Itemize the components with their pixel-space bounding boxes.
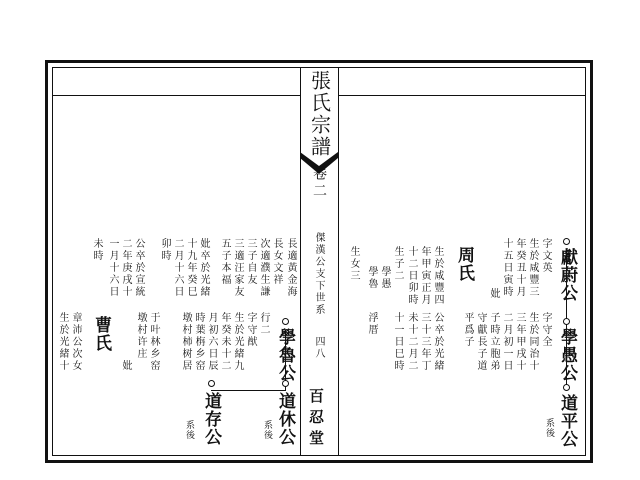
ancestor-name: 獻蔚公 xyxy=(557,248,577,302)
lineage-node xyxy=(563,318,570,325)
spine-right-border xyxy=(338,67,339,456)
text-column: 生於同治十 xyxy=(527,312,538,372)
text-column: 章沛公次女 xyxy=(70,312,81,372)
text-column: 年甲寅正月 xyxy=(419,246,430,306)
lineage-branch-left xyxy=(211,390,286,391)
ancestor-name: 道存公 xyxy=(201,392,221,446)
text-column: 十五日寅時 xyxy=(501,238,512,298)
volume-text: 卷二 xyxy=(311,166,327,200)
lineage-node xyxy=(282,318,289,325)
text-column: 十二日卯時 xyxy=(406,246,417,306)
text-column: 二月初一日 xyxy=(501,312,512,372)
lineage-node xyxy=(563,238,570,245)
text-column: 三十三年丁 xyxy=(419,312,430,372)
text-column: 字文英 xyxy=(540,238,551,274)
text-column: 學魯 xyxy=(366,266,377,290)
lineage-node xyxy=(563,384,570,391)
text-column: 生於咸豐三 xyxy=(527,238,538,298)
text-column: 生於咸豐四 xyxy=(432,246,443,306)
ancestor-name: 學魯公 xyxy=(275,328,295,382)
text-column: 五子本福 xyxy=(219,238,230,286)
ancestor-name: 道休公 xyxy=(275,392,295,446)
adoption-note: 系後 xyxy=(184,420,194,440)
spine-title-text: 張氏宗譜 xyxy=(307,70,332,158)
text-column: 行二 xyxy=(258,312,269,336)
text-column: 未十二月二 xyxy=(406,312,417,372)
spine-title xyxy=(303,70,335,165)
text-column: 生於光緒九 xyxy=(232,312,243,372)
text-column: 年癸丑十月 xyxy=(514,238,525,298)
top-rule-right xyxy=(338,95,586,96)
text-column: 浮厝 xyxy=(366,312,377,336)
text-column: 平爲子 xyxy=(462,312,473,348)
text-column: 公卒於宣統 xyxy=(133,238,144,298)
text-column: 三子自友 xyxy=(245,238,256,286)
top-rule-left xyxy=(52,95,300,96)
lineage-node xyxy=(208,380,215,387)
wife-surname: 周氏 xyxy=(454,246,474,282)
spine-page-number: 四八 xyxy=(313,336,324,360)
text-column: 生女三 xyxy=(348,246,359,282)
text-column: 二月十六日 xyxy=(172,238,183,298)
ancestor-name: 學愚公 xyxy=(557,328,577,382)
text-column: 時葉栴乡窑 xyxy=(193,312,204,372)
text-column: 三年甲戌十 xyxy=(514,312,525,372)
text-column: 長女文祥 xyxy=(271,238,282,286)
text-column: 長適黃金海 xyxy=(285,238,296,298)
volume-label xyxy=(305,166,333,205)
spine-left-border xyxy=(300,67,301,456)
text-column: 字守全 xyxy=(540,312,551,348)
text-column: 二年庚戌十 xyxy=(120,238,131,298)
spine-subtitle: 傑漢公支下世系 xyxy=(313,232,324,316)
adoption-note: 系後 xyxy=(262,420,272,440)
text-column: 次適濮生謙 xyxy=(258,238,269,298)
hall-name: 百忍堂 xyxy=(307,388,325,451)
text-column: 子時立胞弟 xyxy=(488,312,499,372)
text-column: 公卒於光緒 xyxy=(432,312,443,372)
text-column: 生子二 xyxy=(392,246,403,282)
text-column: 生於光緒十 xyxy=(57,312,68,372)
text-column: 月初六日辰 xyxy=(206,312,217,372)
text-column: 年癸未十二 xyxy=(219,312,230,372)
adoption-note: 系後 xyxy=(544,418,554,438)
text-column: 守獻長子道 xyxy=(475,312,486,372)
text-column: 妣 xyxy=(488,288,499,300)
ancestor-name: 道平公 xyxy=(557,394,577,448)
text-column: 字守猷 xyxy=(245,312,256,348)
text-column: 學愚 xyxy=(379,266,390,290)
text-column: 妣卒於光緒 xyxy=(198,238,209,298)
text-column: 一月十六日 xyxy=(107,238,118,298)
wife-surname: 曹氏 xyxy=(91,316,111,352)
text-column: 卯時 xyxy=(159,238,170,262)
text-column: 十九年癸巳 xyxy=(185,238,196,298)
text-column: 墩村许庄 xyxy=(135,312,146,360)
text-column: 妣 xyxy=(120,360,131,372)
text-column: 三適汪家友 xyxy=(232,238,243,298)
text-column: 十一日巳時 xyxy=(392,312,403,372)
text-column: 墩村柿树居 xyxy=(180,312,191,372)
text-column: 未時 xyxy=(91,238,102,262)
text-column: 于叶林乡窑 xyxy=(148,312,159,372)
